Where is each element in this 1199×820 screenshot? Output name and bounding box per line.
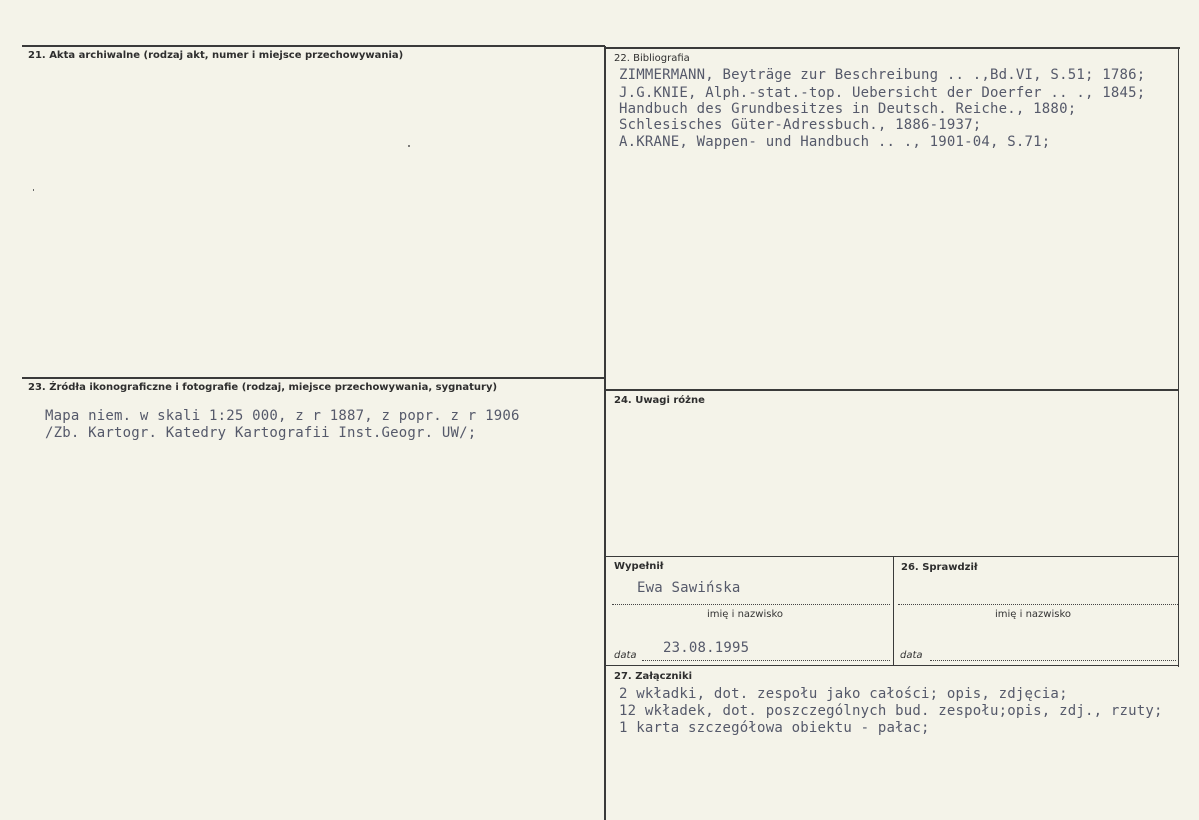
attachments-line-2: 12 wkładek, dot. poszczególnych bud. zespołu;opis, zdj., rzuty; [619,703,1163,719]
iconography-line-2: /Zb. Kartogr. Katedry Kartografii Inst.Geogr. UW/; [45,425,477,441]
signature-divider [893,557,894,665]
checked-by-header: 26. Sprawdził [901,562,978,573]
bibliography-line-4: Schlesisches Güter-Adressbuch., 1886-1937; [619,117,982,133]
right-mid-rule [606,389,1178,391]
section-21-header: 21. Akta archiwalne (rodzaj akt, numer i miejsce przechowywania) [28,50,404,61]
section-23-header: 23. Źródła ikonograficzne i fotografie (rodzaj, miejsce przechowywania, sygnatury) [28,382,498,393]
bibliography-line-2: J.G.KNIE, Alph.-stat.-top. Uebersicht der Doerfer .. ., 1845; [619,85,1146,101]
top-rule-right [606,47,1180,49]
attachments-line-1: 2 wkładki, dot. zespołu jako całości; opis, zdjęcia; [619,686,1068,702]
bibliography-line-5: A.KRANE, Wappen- und Handbuch .. ., 1901-04, S.71; [619,134,1051,150]
section-24-header: 24. Uwagi różne [614,395,705,406]
filled-by-date-line [642,660,890,661]
checked-by-name-line [898,604,1178,605]
signature-bottom-rule [606,665,1178,666]
paper-speck [408,145,410,147]
iconography-line-1: Mapa niem. w skali 1:25 000, z r 1887, z popr. z r 1906 [45,408,520,424]
filled-by-date-label: data [614,650,637,661]
bibliography-line-1: ZIMMERMANN, Beyträge zur Beschreibung .. .,Bd.VI, S.51; 1786; [619,67,1146,83]
paper-speck [33,189,34,191]
section-27-header: 27. Załączniki [614,671,693,682]
checked-by-date-label: data [900,650,923,661]
filled-by-name-caption: imię i nazwisko [707,609,784,620]
signature-top-rule [606,556,1178,557]
center-divider [604,46,606,820]
filled-by-header: Wypełnił [614,561,664,572]
top-rule-left [22,45,605,47]
left-mid-rule [22,377,604,379]
filled-by-name: Ewa Sawińska [637,580,741,596]
bibliography-line-3: Handbuch des Grundbesitzes in Deutsch. Reiche., 1880; [619,101,1077,117]
checked-by-date-line [930,660,1176,661]
filled-by-date: 23.08.1995 [663,640,750,656]
filled-by-name-line [612,604,890,605]
checked-by-name-caption: imię i nazwisko [995,609,1072,620]
section-22-header: 22. Bibliografia [614,53,690,64]
attachments-line-3: 1 karta szczegółowa obiektu - pałac; [619,720,930,736]
right-edge-rule [1178,47,1179,667]
